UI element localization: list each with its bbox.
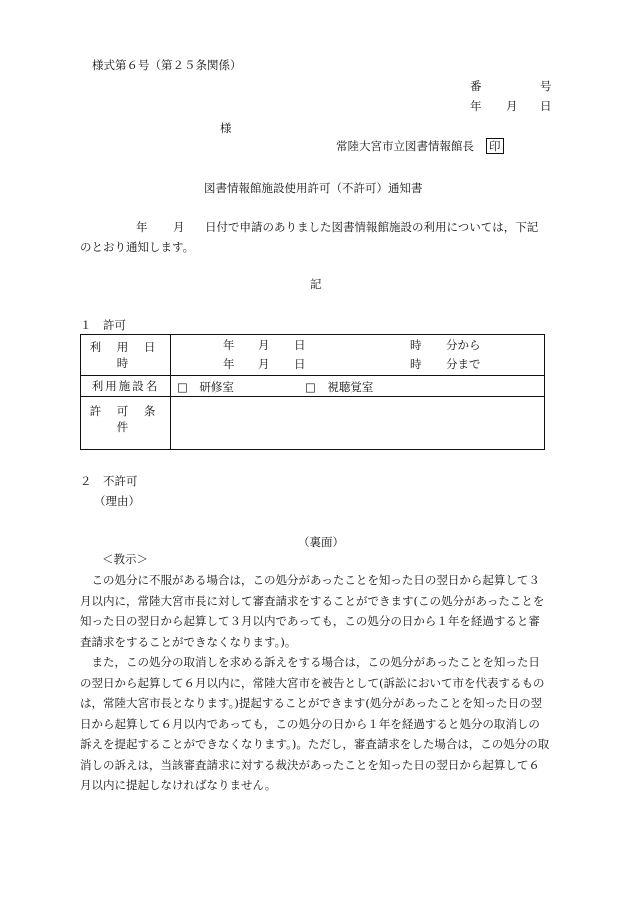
from-month: 月 bbox=[258, 338, 270, 352]
intro-month: 月 bbox=[173, 220, 185, 234]
row-facility bbox=[81, 376, 545, 397]
cell-conditions bbox=[171, 397, 545, 450]
seal-mark: 印 bbox=[486, 138, 504, 154]
from-minute-text: 分から bbox=[446, 338, 481, 352]
issuer bbox=[336, 138, 504, 154]
intro-text-line1: 日付で申請のありました図書情報館施設の利用については，下記 bbox=[205, 220, 539, 234]
form-number: 様式第６号（第２５条関係） bbox=[92, 58, 242, 72]
from-hour: 時 bbox=[410, 338, 422, 352]
addressee-honorific: 様 bbox=[220, 121, 232, 135]
notice-paragraph-2: また，この処分の取消しを求める訴えをする場合は，この処分があったことを知った日の翌日から起算して６月以内に，常陸大宮市を被告として(訴訟において市を代表するものは，常陸大宮市長となります。)提起することができます(処分があったことを知った日の翌日から起算して６月以内であっても，この処分の日から１年を経過すると処分の取消しの訴えを提起することができなくなります。)。ただし，審査請求をした場合は，この処分の取消しの訴えは，当該審査請求に対する裁決があったことを知った日の翌日から起算して６月以内に提起しなければなりません。 bbox=[80, 655, 550, 792]
notice-label: ＜教示＞ bbox=[102, 552, 148, 566]
facility-av-room: □ 視聴覚室 bbox=[305, 380, 374, 394]
issue-suffix: 号 bbox=[540, 79, 552, 93]
denial-reason-label: （理由） bbox=[94, 494, 140, 508]
row-conditions bbox=[81, 397, 545, 450]
label-usage-datetime: 利 用 日 時 bbox=[81, 335, 171, 376]
month-label: 月 bbox=[506, 99, 518, 113]
number-label: 番 bbox=[470, 79, 482, 93]
issuer-name: 常陸大宮市立図書情報館長 bbox=[336, 139, 474, 153]
cell-usage-datetime bbox=[171, 335, 545, 376]
from-day: 日 bbox=[294, 338, 306, 352]
reverse-title: （裏面） bbox=[298, 535, 344, 549]
to-day: 日 bbox=[294, 357, 306, 371]
to-minute-text: 分まで bbox=[446, 357, 481, 371]
to-hour: 時 bbox=[410, 357, 422, 371]
intro-year: 年 bbox=[136, 220, 148, 234]
permission-table bbox=[80, 334, 545, 450]
to-month: 月 bbox=[258, 357, 270, 371]
to-year: 年 bbox=[223, 357, 235, 371]
day-label: 日 bbox=[540, 99, 552, 113]
label-conditions: 許 可 条 件 bbox=[81, 397, 171, 450]
label-facility: 利用施設名 bbox=[81, 376, 171, 397]
facility-training-room: □ 研修室 bbox=[177, 380, 234, 394]
row-usage-datetime bbox=[81, 335, 545, 376]
cell-facility bbox=[171, 376, 545, 397]
year-label: 年 bbox=[470, 99, 482, 113]
section-permission-heading: １ 許可 bbox=[80, 318, 126, 332]
from-year: 年 bbox=[223, 338, 235, 352]
ki-heading: 記 bbox=[310, 277, 322, 291]
intro-text-line2: のとおり通知します。 bbox=[80, 240, 195, 254]
document-title: 図書情報館施設使用許可（不許可）通知書 bbox=[204, 181, 423, 195]
notice-paragraph-1: この処分に不服がある場合は，この処分があったことを知った日の翌日から起算して３月以内に，常陸大宮市長に対して審査請求をすることができます(この処分があったことを知った日の翌日から起算して３月以内であっても，この処分の日から１年を経過すると審査請求をすることができなくなります。)。 bbox=[80, 573, 545, 649]
section-denial-heading: ２ 不許可 bbox=[80, 474, 138, 488]
